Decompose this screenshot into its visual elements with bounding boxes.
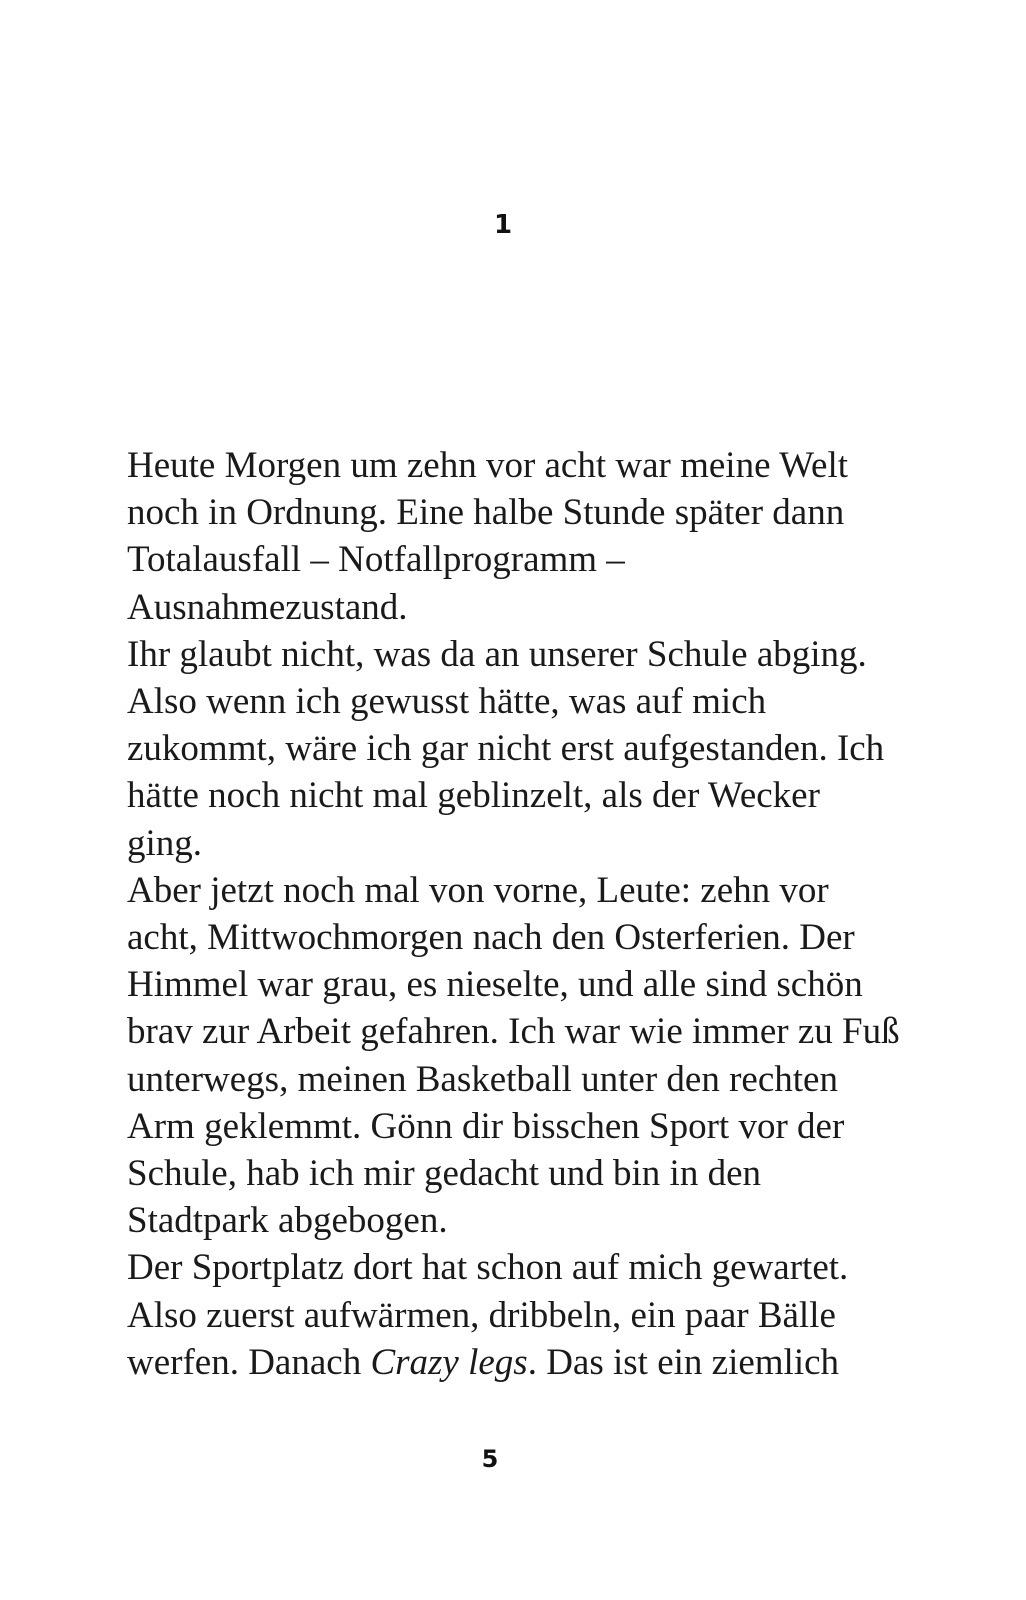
text-line-last bbox=[127, 1339, 887, 1386]
text-line: Also zuerst aufwärmen, dribbeln, ein paar Bälle bbox=[127, 1294, 836, 1336]
text-line: Aber jetzt noch mal von vorne, Leute: zehn vor bbox=[127, 869, 829, 911]
text-line: acht, Mittwochmorgen nach den Osterferien. Der bbox=[127, 917, 855, 959]
text-fragment: werfen. Danach bbox=[127, 1341, 371, 1383]
italic-term: Crazy legs bbox=[370, 1341, 528, 1383]
text-line: Totalausfall – Notfallprogramm – bbox=[127, 539, 625, 581]
text-line: ging. bbox=[127, 822, 203, 864]
text-line: Ausnahmezustand. bbox=[127, 586, 408, 628]
text-line: unterwegs, meinen Basketball unter den rechten bbox=[127, 1058, 838, 1100]
text-line: Ihr glaubt nicht, was da an unserer Schule abging. bbox=[127, 633, 867, 675]
chapter-number: 1 bbox=[493, 210, 513, 240]
text-line: noch in Ordnung. Eine halbe Stunde später dann bbox=[127, 492, 845, 534]
text-line: brav zur Arbeit gefahren. Ich war wie immer zu Fuß bbox=[127, 1011, 900, 1053]
text-line: hätte noch nicht mal geblinzelt, als der Wecker bbox=[127, 775, 820, 817]
text-fragment: . Das ist ein ziemlich bbox=[527, 1341, 840, 1383]
page-number: 5 bbox=[481, 1445, 499, 1473]
text-line: Also wenn ich gewusst hätte, was auf mich bbox=[127, 681, 767, 723]
text-line: zukommt, wäre ich gar nicht erst aufgestanden. Ich bbox=[127, 728, 885, 770]
text-line: Stadtpark abgebogen. bbox=[127, 1200, 448, 1242]
text-line: Arm geklemmt. Gönn dir bisschen Sport vor der bbox=[127, 1105, 845, 1147]
body-text bbox=[127, 442, 900, 1386]
text-line: Der Sportplatz dort hat schon auf mich gewartet. bbox=[127, 1247, 849, 1289]
text-line: Heute Morgen um zehn vor acht war meine Welt bbox=[127, 445, 849, 486]
text-line: Himmel war grau, es nieselte, und alle sind schön bbox=[127, 964, 863, 1006]
text-line: Schule, hab ich mir gedacht und bin in den bbox=[127, 1153, 761, 1195]
